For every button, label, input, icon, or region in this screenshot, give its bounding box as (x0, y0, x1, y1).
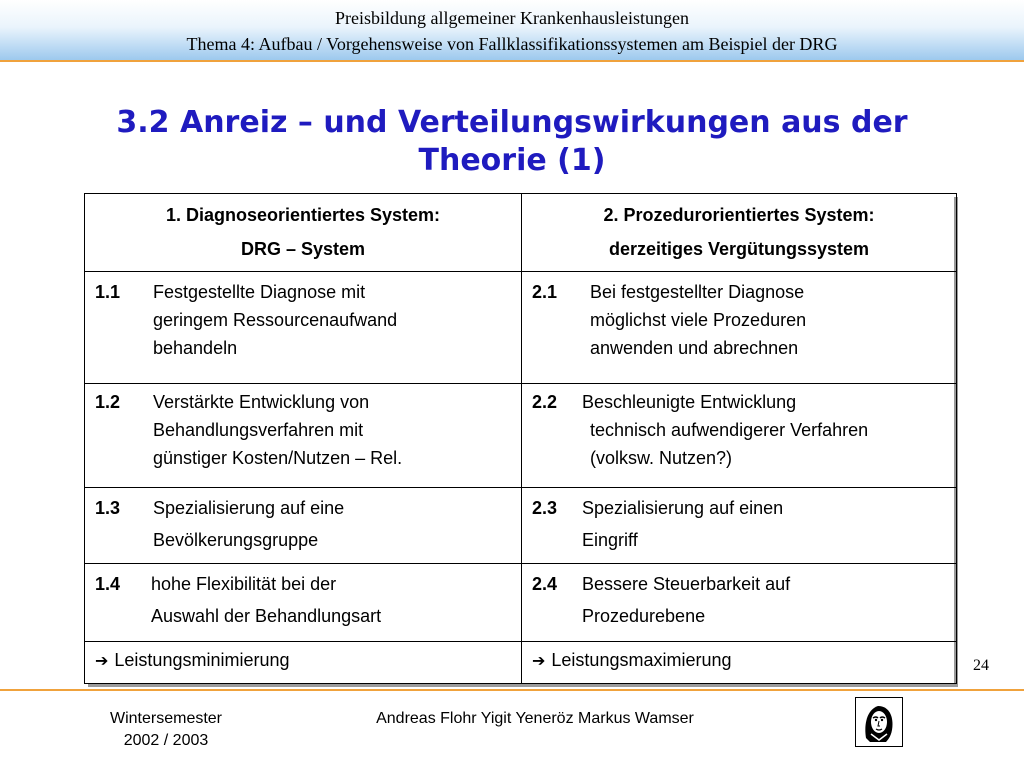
authors: Andreas Flohr Yigit Yeneröz Markus Wamser (376, 710, 694, 727)
table-cell: 2.2 Beschleunigte Entwicklung technisch aufwendigerer Verfahren (volksw. Nutzen?) (522, 384, 957, 488)
university-portrait-logo (855, 697, 903, 747)
header-divider (0, 60, 1024, 62)
portrait-icon (856, 698, 901, 745)
header-cell-procedure: 2. Prozedurorientiertes System: derzeitiges Vergütungssystem (522, 194, 957, 272)
topic-title: Thema 4: Aufbau / Vorgehensweise von Fallklassifikationssystemen am Beispiel der DRG (186, 34, 838, 54)
table-row (85, 488, 957, 564)
result-maximization: Leistungsmaximierung (551, 650, 732, 670)
table-cell (85, 642, 522, 684)
item-number: 1.3 (95, 498, 121, 518)
table-cell: 1.3 Spezialisierung auf eine Bevölkerungsgruppe (85, 488, 522, 564)
table-cell: 1.4 hohe Flexibilität bei der Auswahl der Behandlungsart (85, 564, 522, 642)
table-cell (522, 642, 957, 684)
semester-info: Wintersemester 2002 / 2003 (109, 710, 223, 749)
table-header-row (85, 194, 957, 272)
item-number: 1.4 (95, 574, 121, 594)
comparison-table (84, 193, 957, 684)
table-row (85, 564, 957, 642)
item-number: 2.3 (532, 498, 558, 518)
course-title: Preisbildung allgemeiner Krankenhausleistungen (335, 8, 689, 28)
table-cell: 1.1 Festgestellte Diagnose mit geringem Ressourcenaufwand behandeln (85, 272, 522, 384)
result-minimization: Leistungsminimierung (114, 650, 290, 670)
item-number: 2.4 (532, 574, 558, 594)
right-arrow-icon: ➔ (532, 651, 546, 670)
comparison-table-wrapper (84, 193, 954, 683)
table-row (85, 272, 957, 384)
footer-divider (0, 689, 1024, 691)
table-result-row (85, 642, 957, 684)
header-cell-drg: 1. Diagnoseorientiertes System: DRG – System (85, 194, 522, 272)
slide-title: 3.2 Anreiz – und Verteilungswirkungen aus der Theorie (1) (116, 105, 908, 178)
table-cell: 1.2 Verstärkte Entwicklung von Behandlungsverfahren mit günstiger Kosten/Nutzen – Rel. (85, 384, 522, 488)
item-number: 1.1 (95, 282, 121, 302)
table-cell: 2.3 Spezialisierung auf einen Eingriff (522, 488, 957, 564)
table-row (85, 384, 957, 488)
table-cell: 2.4 Bessere Steuerbarkeit auf Prozedurebene (522, 564, 957, 642)
page-number: 24 (973, 657, 989, 674)
item-number: 2.1 (532, 282, 558, 302)
table-cell: 2.1 Bei festgestellter Diagnose möglichst viele Prozeduren anwenden und abrechnen (522, 272, 957, 384)
item-number: 1.2 (95, 392, 121, 412)
item-number: 2.2 (532, 392, 558, 412)
slide-header (0, 0, 1024, 60)
right-arrow-icon: ➔ (95, 651, 109, 670)
